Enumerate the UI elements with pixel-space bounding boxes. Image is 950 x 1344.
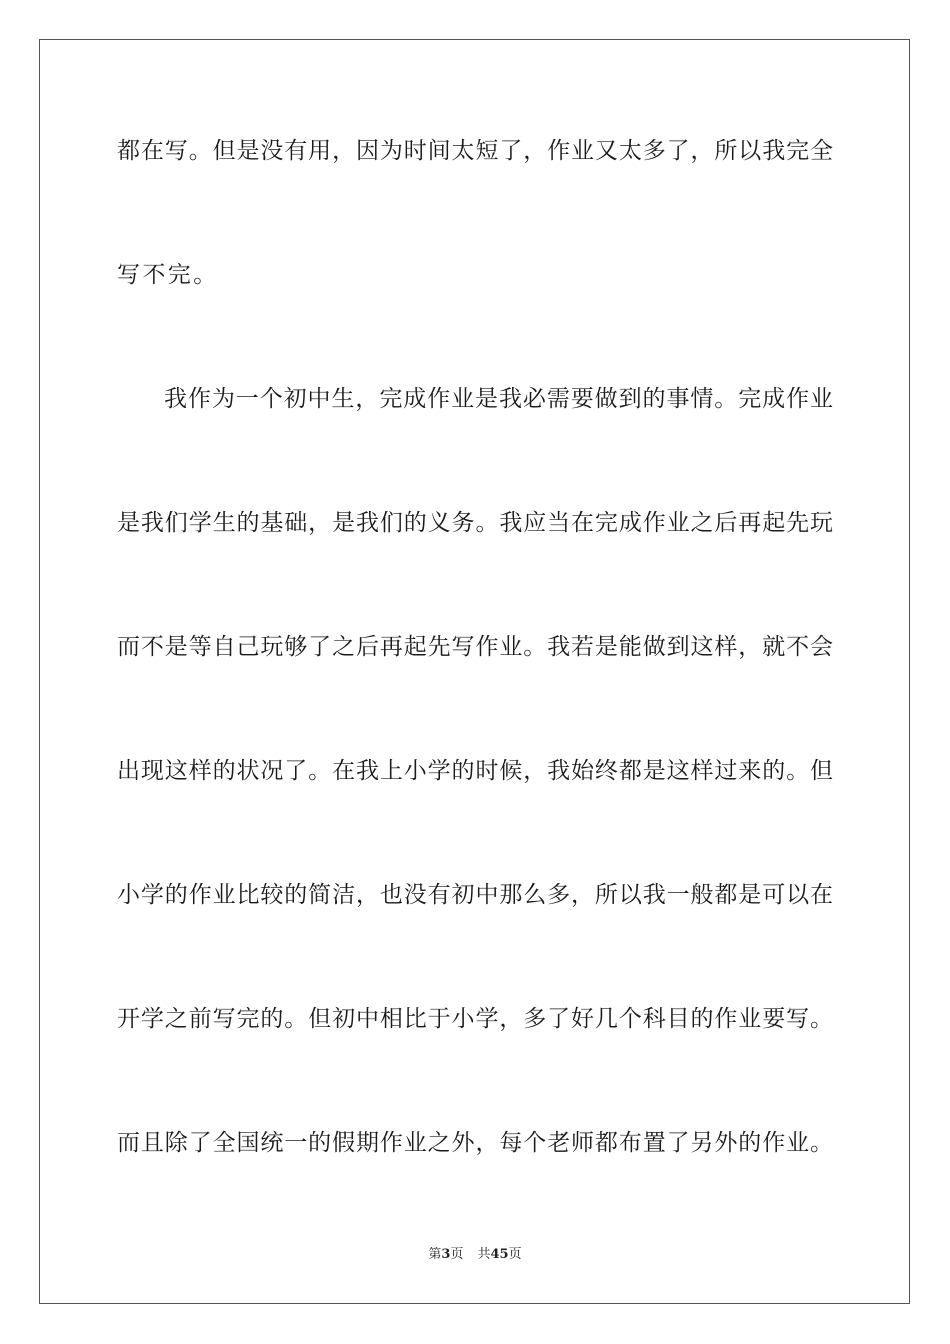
footer-page-prefix: 第 (428, 1247, 442, 1262)
footer-total-pages: 45 (490, 1247, 509, 1262)
page-footer (0, 1246, 950, 1264)
footer-page-suffix: 页 (450, 1247, 464, 1262)
footer-page-number: 3 (441, 1247, 451, 1262)
page-border (39, 39, 910, 1304)
body-text-line-7: 小学的作业比较的简洁，也没有初中那么多，所以我一般都是可以在 (117, 882, 833, 908)
body-text-line-2: 写不完。 (117, 262, 219, 288)
body-text-line-9: 而且除了全国统一的假期作业之外，每个老师都布置了另外的作业。 (117, 1130, 833, 1156)
body-text-line-1: 都在写。但是没有用，因为时间太短了，作业又太多了，所以我完全 (117, 138, 833, 164)
body-text-line-5: 而不是等自己玩够了之后再起先写作业。我若是能做到这样，就不会 (117, 634, 833, 660)
footer-total-prefix: 共 (477, 1247, 491, 1262)
body-text-line-3: 我作为一个初中生，完成作业是我必需要做到的事情。完成作业 (164, 386, 833, 412)
body-text-line-8: 开学之前写完的。但初中相比于小学，多了好几个科目的作业要写。 (117, 1006, 833, 1032)
body-text-line-4: 是我们学生的基础，是我们的义务。我应当在完成作业之后再起先玩 (117, 510, 833, 536)
footer-total-suffix: 页 (508, 1247, 522, 1262)
body-text-line-6: 出现这样的状况了。在我上小学的时候，我始终都是这样过来的。但 (117, 758, 833, 784)
